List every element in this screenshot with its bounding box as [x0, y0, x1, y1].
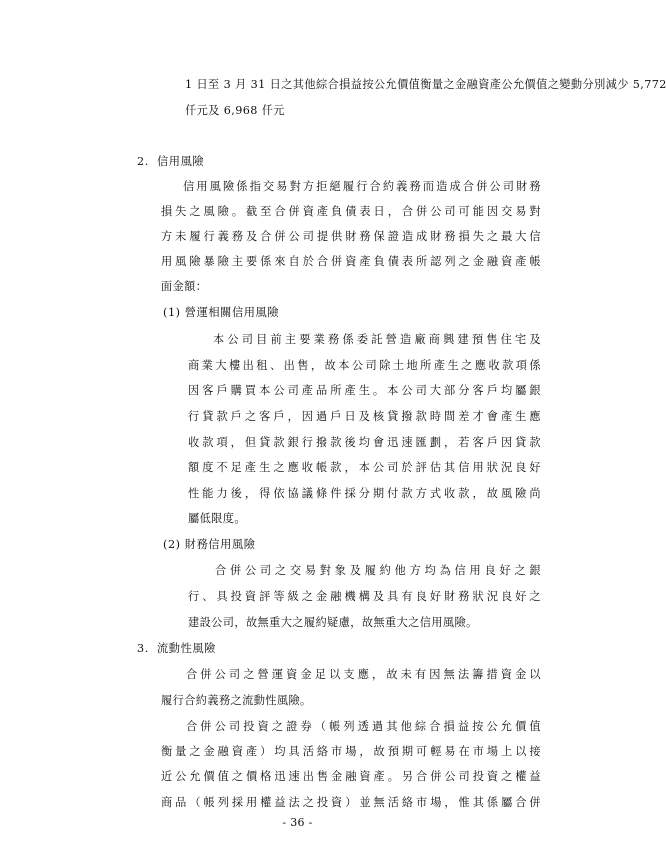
paragraph-line: 行貸款戶之客戶，因過戶日及核貸撥款時間差才會產生應: [188, 410, 541, 423]
paragraph-line: 商品（帳列採用權益法之投資）並無活絡市場，惟其係屬合併: [161, 796, 541, 809]
paragraph-line: 合併公司之營運資金足以支應，故未有因無法籌措資金以: [186, 668, 541, 681]
paragraph-line: 信用風險係指交易對方拒絕履行合約義務而造成合併公司財務: [183, 180, 541, 193]
section-title: 流動性風險: [157, 642, 216, 655]
paragraph-line: 仟元及 6,968 仟元: [185, 104, 285, 117]
paragraph-line: 方未履行義務及合併公司提供財務保證造成財務損失之最大信: [161, 230, 541, 243]
paragraph-line: 收款項，但貸款銀行撥款後均會迅速匯劃，若客戶因貸款: [188, 436, 541, 449]
paragraph-line: 本公司目前主要業務係委託營造廠商興建預售住宅及: [213, 333, 541, 346]
paragraph-line: 屬低限度。: [188, 512, 246, 525]
paragraph-line: 面金額：: [161, 280, 208, 293]
paragraph-line: 用風險暴險主要係來自於合併資產負債表所認列之金融資產帳: [161, 255, 541, 268]
paragraph-line: 1 日至 3 月 31 日之其他綜合損益按公允價值衡量之金融資產公允價值之變動分別減少 5,772: [185, 78, 667, 91]
section-heading-credit-risk: [137, 155, 204, 168]
page-number: - 36 -: [282, 816, 313, 829]
paragraph-line: 商業大樓出租、出售，故本公司除土地所產生之應收款項係: [188, 359, 541, 372]
paragraph-line: 履行合約義務之流動性風險。: [161, 694, 312, 707]
section-heading-liquidity-risk: [137, 642, 216, 655]
section-number: 2.: [137, 155, 149, 168]
paragraph-line: 建設公司，故無重大之履約疑慮，故無重大之信用風險。: [188, 616, 478, 629]
paragraph-line: 近公允價值之價格迅速出售金融資產。另合併公司投資之權益: [161, 770, 541, 783]
subsection-heading-operating-credit-risk: (1) 營運相關信用風險: [163, 306, 280, 319]
paragraph-line: 行、具投資評等級之金融機構及具有良好財務狀況良好之: [188, 590, 541, 603]
subsection-heading-financial-credit-risk: (2) 財務信用風險: [163, 538, 256, 551]
paragraph-line: 衡量之金融資產）均具活絡市場，故預期可輕易在市場上以接: [161, 745, 541, 758]
paragraph-line: 性能力後，得依協議條件採分期付款方式收款，故風險尚: [188, 487, 541, 500]
paragraph-line: 額度不足產生之應收帳款，本公司於評估其信用狀況良好: [188, 461, 541, 474]
paragraph-line: 損失之風險。截至合併資產負債表日，合併公司可能因交易對: [161, 205, 541, 218]
paragraph-line: 合併公司之交易對象及履約他方均為信用良好之銀: [215, 564, 541, 577]
section-title: 信用風險: [157, 155, 205, 168]
paragraph-line: 合併公司投資之證券（帳列透過其他綜合損益按公允價值: [186, 720, 541, 733]
section-number: 3.: [137, 642, 149, 655]
paragraph-line: 因客戶購買本公司產品所產生。本公司大部分客戶均屬銀: [188, 384, 541, 397]
